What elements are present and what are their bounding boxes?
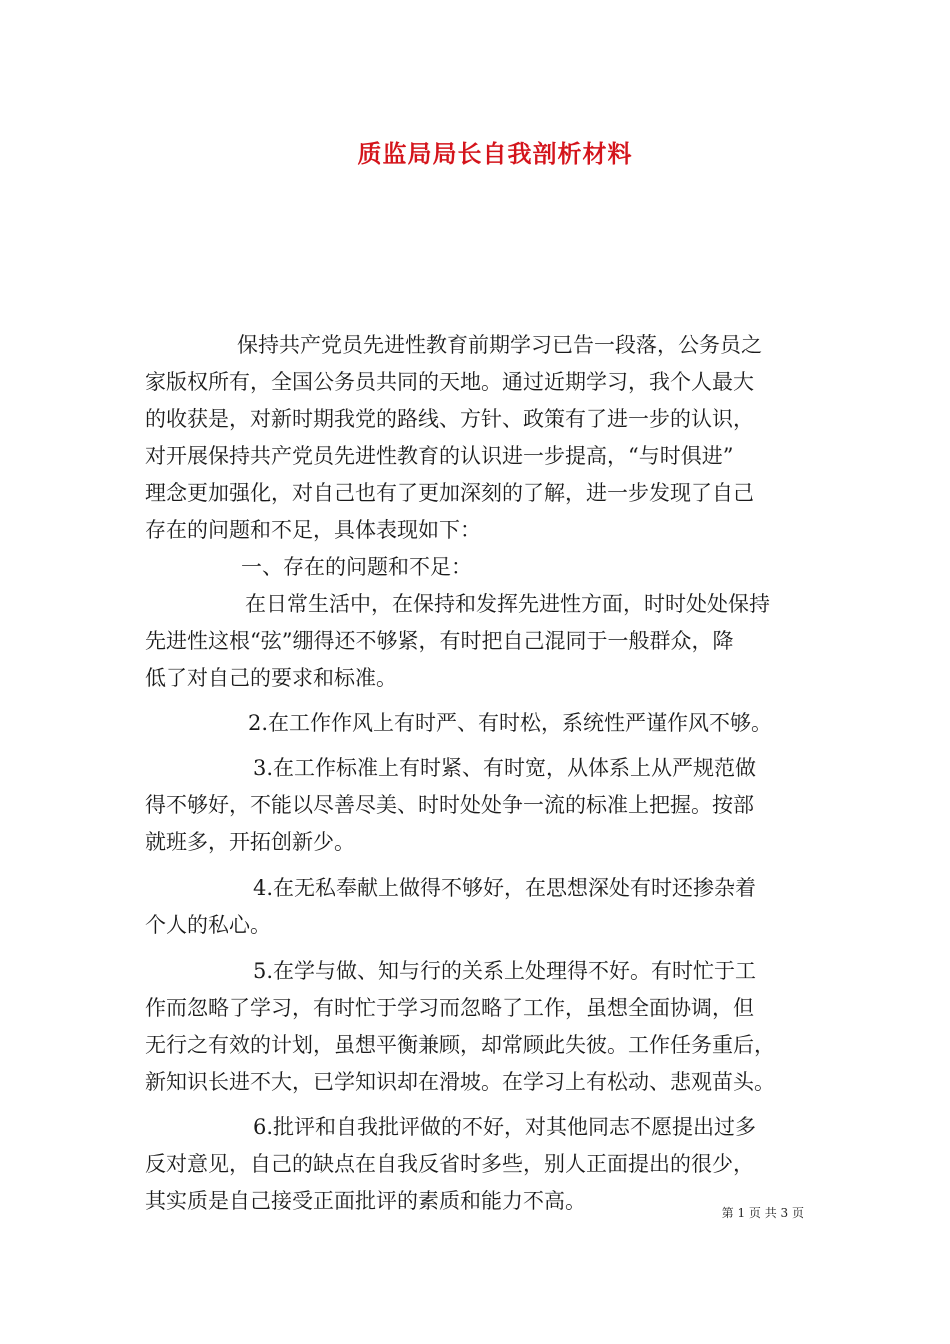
body-line: 个人的私心。 xyxy=(145,913,271,937)
body-line: 6.批评和自我批评做的不好，对其他同志不愿提出过多 xyxy=(253,1115,757,1139)
body-line: 家版权所有，全国公务员共同的天地。通过近期学习，我个人最大 xyxy=(145,370,754,394)
body-line: 5.在学与做、知与行的关系上处理得不好。有时忙于工 xyxy=(253,959,757,983)
body-line: 其实质是自己接受正面批评的素质和能力不高。 xyxy=(145,1189,586,1213)
body-line: 保持共产党员先进性教育前期学习已告一段落，公务员之 xyxy=(237,333,762,357)
body-line: 得不够好，不能以尽善尽美、时时处处争一流的标准上把握。按部 xyxy=(145,793,754,817)
body-line: 理念更加强化，对自己也有了更加深刻的了解，进一步发现了自己 xyxy=(145,481,754,505)
body-line: 低了对自己的要求和标准。 xyxy=(145,666,397,690)
body-line: 2.在工作作风上有时严、有时松，系统性严谨作风不够。 xyxy=(248,711,773,735)
paragraph-gap xyxy=(145,944,811,953)
document-body xyxy=(145,327,811,1220)
paragraph-gap xyxy=(145,861,811,870)
body-line: 存在的问题和不足，具体表现如下： xyxy=(145,518,481,542)
paragraph-gap xyxy=(145,742,811,750)
body-line: 在日常生活中，在保持和发挥先进性方面，时时处处保持 xyxy=(245,592,770,616)
body-line: 就班多，开拓创新少。 xyxy=(145,830,355,854)
body-line: 的收获是，对新时期我党的路线、方针、政策有了进一步的认识， xyxy=(145,407,754,431)
body-line: 作而忽略了学习，有时忙于学习而忽略了工作，虽想全面协调，但 xyxy=(145,996,754,1020)
body-line: 对开展保持共产党员先进性教育的认识进一步提高，“与时俱进” xyxy=(145,444,734,468)
body-line: 新知识长进不大，已学知识却在滑坡。在学习上有松动、悲观苗头。 xyxy=(145,1070,775,1094)
document-title: 质监局局长自我剖析材料 xyxy=(357,139,633,168)
body-line: 反对意见，自己的缺点在自我反省时多些，别人正面提出的很少， xyxy=(145,1152,754,1176)
body-line: 无行之有效的计划，虽想平衡兼顾，却常顾此失彼。工作任务重后， xyxy=(145,1033,775,1057)
body-line: 4.在无私奉献上做得不够好，在思想深处有时还掺杂着 xyxy=(253,876,757,900)
page-number-footer: 第 1 页 共 3 页 xyxy=(721,1206,804,1220)
body-line: 3.在工作标准上有时紧、有时宽，从体系上从严规范做 xyxy=(253,756,757,780)
paragraph-gap xyxy=(145,1101,811,1109)
body-line: 先进性这根“弦”绷得还不够紧，有时把自己混同于一般群众，降 xyxy=(145,629,734,653)
section-heading: 一、存在的问题和不足： xyxy=(241,555,472,579)
paragraph-gap xyxy=(145,697,811,705)
